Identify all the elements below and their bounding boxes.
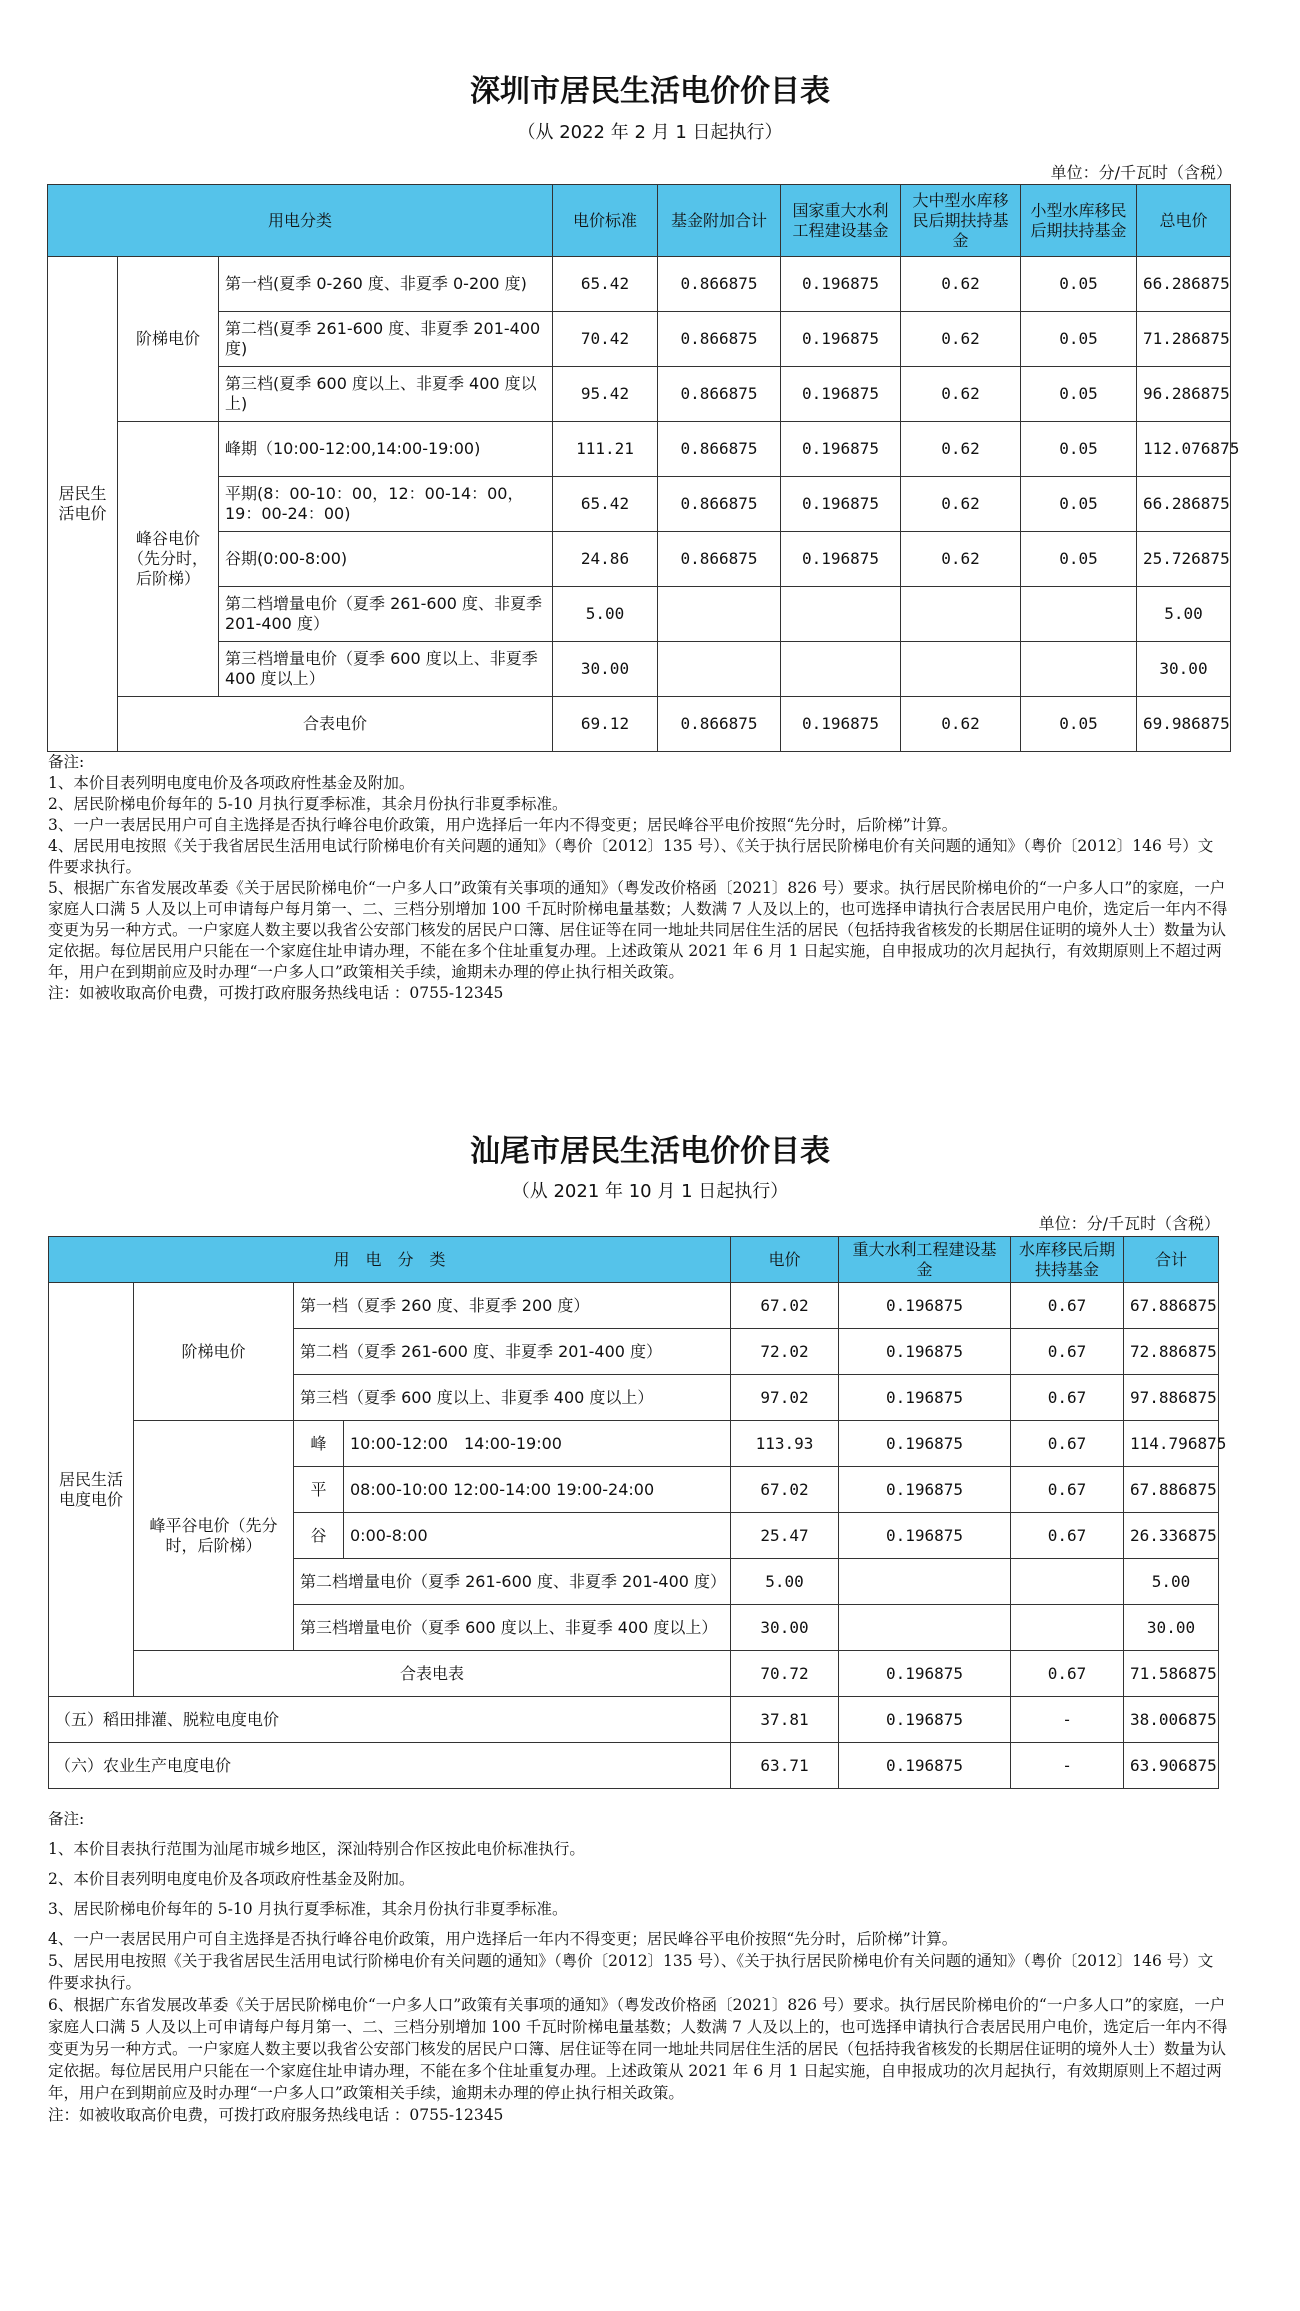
sw-cell-total: 5.00 [1124,1559,1219,1605]
sz-cell-water: 0.196875 [781,312,901,367]
sw-note: 6、根据广东省发展改革委《关于居民阶梯电价“一户多人口”政策有关事项的通知》（粤发改价格函〔2021〕826 号）要求。执行居民阶梯电价的“一户多人口”的家庭，一户家庭人口满 5 人及以上可申请每户每月第一、二、三档分别增加 100 千瓦时阶梯电量基数；人数满 7 人及以上的，也可选择申请执行合表居民用户电价，选定后一年内不得变更为另一种方式。一户家庭人数主要以我省公安部门核发的居民户口簿、居住证等在同一地址共同居住生活的居民（包括持我省核发的长期居住证明的境外人士）数量为认定依据。每位居民用户只能在一个家庭住址申请办理，不能在多个住址重复办理。上述政策从 2021 年 6 月 1 日起实施，自申报成功的次月起执行，有效期原则上不超过两年，用户在到期前应及时办理“一户多人口”政策相关手续，逾期未办理的停止执行相关政策。 [48,1996,1228,2102]
sz-cell-large: 0.62 [901,312,1021,367]
sz-cell-fund: 0.866875 [658,367,781,422]
sz-note: 注：如被收取高价电费，可拨打政府服务热线电话 ：0755-12345 [48,984,504,1002]
sw-cell-water: 0.196875 [839,1421,1011,1467]
sz-cell-water [781,587,901,642]
sw-note: 2、本价目表列明电度电价及各项政府性基金及附加。 [48,1870,415,1888]
sz-price-table [47,184,1240,752]
sz-cell-fund: 0.866875 [658,312,781,367]
sz-sub-tou: 峰谷电价（先分时，后阶梯） [118,422,219,697]
sw-notes [48,1808,1228,2126]
sz-row-name: 峰期（10:00-12:00,14:00-19:00) [219,422,553,477]
sw-cell-total: 38.006875 [1124,1697,1219,1743]
sw-cell-water: 0.196875 [839,1513,1011,1559]
sz-cell-fund [658,642,781,697]
sw-cell-price: 70.72 [731,1651,839,1697]
sz-cell-price: 70.42 [553,312,658,367]
sw-cell-water: 0.196875 [839,1697,1011,1743]
sw-note: 注：如被收取高价电费，可拨打政府服务热线电话 ：0755-12345 [48,2106,504,2124]
sz-cell-small: 0.05 [1021,257,1137,312]
sw-cell-price: 5.00 [731,1559,839,1605]
sw-cell-water: 0.196875 [839,1329,1011,1375]
sw-meter-row [49,1651,1219,1697]
sz-cell-large: 0.62 [901,422,1021,477]
sw-col-water: 重大水利工程建设基金 [839,1237,1011,1283]
sw-note: 4、一户一表居民用户可自主选择是否执行峰谷电价政策，用户选择后一年内不得变更；居民峰谷平电价按照“先分时，后阶梯”计算。 [48,1930,958,1948]
sw-note: 备注: [48,1810,85,1828]
sw-cell-reservoir: 0.67 [1011,1329,1124,1375]
sw-header-row [49,1237,1219,1283]
sz-cell-large: 0.62 [901,697,1021,752]
sz-cell-water: 0.196875 [781,477,901,532]
sz-cell-total: 69.986875 [1137,697,1231,752]
sz-cell-small [1021,587,1137,642]
sz-cell-water: 0.196875 [781,257,901,312]
sz-cell-price: 5.00 [553,587,658,642]
sw-col-reservoir: 水库移民后期扶持基金 [1011,1237,1124,1283]
sw-note: 5、居民用电按照《关于我省居民生活用电试行阶梯电价有关问题的通知》（粤价〔2012〕135 号）、《关于执行居民阶梯电价有关问题的通知》（粤价〔2012〕146 号）文件要求执行。 [48,1952,1214,1992]
sw-cell-water: 0.196875 [839,1743,1011,1789]
sw-cell-total: 67.886875 [1124,1283,1219,1329]
sw-cell-reservoir [1011,1559,1124,1605]
sz-cell-total: 71.286875 [1137,312,1231,367]
sw-group-label: 居民生活电度电价 [49,1283,134,1697]
sz-group-label: 居民生活电价 [48,257,118,752]
sw-cell-price: 67.02 [731,1467,839,1513]
sw-tou-time: 10:00-12:00 14:00-19:00 [344,1421,731,1467]
sz-cell-total: 96.286875 [1137,367,1231,422]
sw-cell-total: 63.906875 [1124,1743,1219,1789]
sz-cell-total: 66.286875 [1137,257,1231,312]
sw-cell-reservoir: 0.67 [1011,1513,1124,1559]
sz-cell-total: 112.076875 [1137,422,1231,477]
sz-cell-price: 65.42 [553,257,658,312]
sw-cell-price: 72.02 [731,1329,839,1375]
sw-cell-reservoir: 0.67 [1011,1421,1124,1467]
sw-cell-price: 67.02 [731,1283,839,1329]
sw-unit: 单位：分/千瓦时（含税） [1038,1214,1220,1233]
sw-cell-water [839,1605,1011,1651]
sz-row-7 [48,642,1231,697]
sz-row-6 [48,587,1231,642]
sz-col-category: 用电分类 [48,185,553,257]
sw-cell-water: 0.196875 [839,1283,1011,1329]
sw-ladder-name: 第二档（夏季 261-600 度、非夏季 201-400 度） [294,1329,731,1375]
sw-cell-total: 30.00 [1124,1605,1219,1651]
sw-cell-water [839,1559,1011,1605]
sz-row-2 [48,367,1231,422]
sw-agri-name: （六）农业生产电度电价 [49,1743,731,1789]
sz-cell-total: 5.00 [1137,587,1231,642]
sz-col-price: 电价标准 [553,185,658,257]
sw-subtitle: （从 2021 年 10 月 1 日起执行） [511,1181,789,1202]
sz-row-name: 第二档(夏季 261-600 度、非夏季 201-400 度) [219,312,553,367]
sz-subtitle: （从 2022 年 2 月 1 日起执行） [517,122,783,143]
sw-cell-price: 30.00 [731,1605,839,1651]
sw-ladder-name: 第三档（夏季 600 度以上、非夏季 400 度以上） [294,1375,731,1421]
sz-row-name: 平期(8：00-10：00，12：00-14：00，19：00-24：00) [219,477,553,532]
sz-cell-price: 111.21 [553,422,658,477]
sz-row-name: 第二档增量电价（夏季 261-600 度、非夏季 201-400 度） [219,587,553,642]
sw-cell-total: 114.796875 [1124,1421,1219,1467]
sw-cell-price: 25.47 [731,1513,839,1559]
sz-row-4 [48,477,1231,532]
sz-cell-small: 0.05 [1021,367,1137,422]
sw-cell-reservoir: 0.67 [1011,1283,1124,1329]
sw-cell-price: 113.93 [731,1421,839,1467]
sw-col-total: 合计 [1124,1237,1219,1283]
sw-cell-total: 71.586875 [1124,1651,1219,1697]
sw-paddy-name: （五）稻田排灌、脱粒电度电价 [49,1697,731,1743]
sw-cell-total: 97.886875 [1124,1375,1219,1421]
sz-col-water: 国家重大水利工程建设基金 [781,185,901,257]
sw-tou-label: 谷 [294,1513,344,1559]
sz-cell-fund: 0.866875 [658,422,781,477]
sz-row-0 [48,257,1231,312]
sz-cell-total: 30.00 [1137,642,1231,697]
sw-sub-ladder: 阶梯电价 [134,1283,294,1421]
sz-cell-water: 0.196875 [781,422,901,477]
sw-cell-reservoir: - [1011,1743,1124,1789]
sw-cell-price: 63.71 [731,1743,839,1789]
sw-note: 3、居民阶梯电价每年的 5-10 月执行夏季标准，其余月份执行非夏季标准。 [48,1900,568,1918]
sw-cell-total: 72.886875 [1124,1329,1219,1375]
sz-col-total: 总电价 [1137,185,1231,257]
sz-meter-name: 合表电价 [118,697,553,752]
sz-col-fund: 基金附加合计 [658,185,781,257]
sw-cell-reservoir: - [1011,1697,1124,1743]
sw-cell-total: 26.336875 [1124,1513,1219,1559]
sz-col-small: 小型水库移民后期扶持基金 [1021,185,1137,257]
sz-cell-fund [658,587,781,642]
sw-tou-label: 平 [294,1467,344,1513]
sw-cell-reservoir: 0.67 [1011,1467,1124,1513]
sz-note: 5、根据广东省发展改革委《关于居民阶梯电价“一户多人口”政策有关事项的通知》（粤发改价格函〔2021〕826 号）要求。执行居民阶梯电价的“一户多人口”的家庭，一户家庭人口满 5 人及以上可申请每户每月第一、二、三档分别增加 100 千瓦时阶梯电量基数；人数满 7 人及以上的，也可选择申请执行合表居民用户电价，选定后一年内不得变更为另一种方式。一户家庭人数主要以我省公安部门核发的居民户口簿、居住证等在同一地址共同居住生活的居民（包括持我省核发的长期居住证明的境外人士）数量为认定依据。每位居民用户只能在一个家庭住址申请办理，不能在多个住址重复办理。上述政策从 2021 年 6 月 1 日起实施，自申报成功的次月起执行，有效期原则上不超过两年，用户在到期前应及时办理“一户多人口”政策相关手续，逾期未办理的停止执行相关政策。 [48,879,1228,981]
sz-cell-large: 0.62 [901,477,1021,532]
sz-row-3 [48,422,1231,477]
sw-title: 汕尾市居民生活电价价目表 [470,1134,830,1169]
sw-cell-reservoir: 0.67 [1011,1375,1124,1421]
sw-agri-row [49,1743,1219,1789]
sw-tou-label: 峰 [294,1421,344,1467]
sz-cell-small: 0.05 [1021,312,1137,367]
sw-incr-name: 第二档增量电价（夏季 261-600 度、非夏季 201-400 度） [294,1559,731,1605]
sw-meter-name: 合表电表 [134,1651,731,1697]
sz-cell-fund: 0.866875 [658,477,781,532]
sw-cell-price: 97.02 [731,1375,839,1421]
sz-cell-large [901,642,1021,697]
sz-cell-price: 65.42 [553,477,658,532]
sw-cell-water: 0.196875 [839,1467,1011,1513]
sz-row-1 [48,312,1231,367]
sz-row-meter [48,697,1231,752]
sz-cell-water: 0.196875 [781,697,901,752]
sz-title: 深圳市居民生活电价价目表 [470,74,830,109]
sz-notes [48,752,1228,1004]
sz-cell-large: 0.62 [901,367,1021,422]
sz-cell-small: 0.05 [1021,422,1137,477]
sz-cell-fund: 0.866875 [658,257,781,312]
sz-header-row [48,185,1231,257]
sz-cell-total: 66.286875 [1137,477,1231,532]
sz-cell-small: 0.05 [1021,477,1137,532]
sz-note: 4、居民用电按照《关于我省居民生活用电试行阶梯电价有关问题的通知》（粤价〔2012〕135 号）、《关于执行居民阶梯电价有关问题的通知》（粤价〔2012〕146 号）文件要求执行。 [48,837,1214,876]
sz-cell-price: 30.00 [553,642,658,697]
sz-cell-price: 95.42 [553,367,658,422]
sz-sub-ladder: 阶梯电价 [118,257,219,422]
sz-cell-price: 69.12 [553,697,658,752]
sz-row-name: 第三档(夏季 600 度以上、非夏季 400 度以上) [219,367,553,422]
sw-price-table [48,1236,1227,1789]
sz-cell-water: 0.196875 [781,367,901,422]
sw-cell-reservoir [1011,1605,1124,1651]
sw-cell-water: 0.196875 [839,1375,1011,1421]
sz-cell-fund: 0.866875 [658,697,781,752]
sz-note: 3、一户一表居民用户可自主选择是否执行峰谷电价政策，用户选择后一年内不得变更；居民峰谷平电价按照“先分时，后阶梯”计算。 [48,816,958,834]
sz-cell-water: 0.196875 [781,532,901,587]
sz-cell-small: 0.05 [1021,697,1137,752]
sw-col-price: 电价 [731,1237,839,1283]
sz-row-name: 谷期(0:00-8:00) [219,532,553,587]
sz-col-large: 大中型水库移民后期扶持基金 [901,185,1021,257]
sw-ladder-row [49,1283,1219,1329]
sw-ladder-name: 第一档（夏季 260 度、非夏季 200 度） [294,1283,731,1329]
sw-cell-total: 67.886875 [1124,1467,1219,1513]
sz-cell-total: 25.726875 [1137,532,1231,587]
sz-note: 2、居民阶梯电价每年的 5-10 月执行夏季标准，其余月份执行非夏季标准。 [48,795,568,813]
sz-cell-large: 0.62 [901,532,1021,587]
sz-cell-small: 0.05 [1021,532,1137,587]
sw-tou-time: 08:00-10:00 12:00-14:00 19:00-24:00 [344,1467,731,1513]
sz-note: 备注: [48,753,85,771]
sz-cell-large: 0.62 [901,257,1021,312]
sw-paddy-row [49,1697,1219,1743]
sz-cell-price: 24.86 [553,532,658,587]
sz-cell-water [781,642,901,697]
sw-tou-time: 0:00-8:00 [344,1513,731,1559]
sw-note: 1、本价目表执行范围为汕尾市城乡地区，深汕特别合作区按此电价标准执行。 [48,1840,585,1858]
sz-row-5 [48,532,1231,587]
sz-note: 1、本价目表列明电度电价及各项政府性基金及附加。 [48,774,415,792]
sz-row-name: 第三档增量电价（夏季 600 度以上、非夏季 400 度以上） [219,642,553,697]
sw-cell-price: 37.81 [731,1697,839,1743]
sz-cell-large [901,587,1021,642]
sw-sub-tou: 峰平谷电价（先分时，后阶梯） [134,1421,294,1651]
sw-cell-reservoir: 0.67 [1011,1651,1124,1697]
sw-col-category: 用 电 分 类 [49,1237,731,1283]
sw-cell-water: 0.196875 [839,1651,1011,1697]
sw-incr-name: 第三档增量电价（夏季 600 度以上、非夏季 400 度以上） [294,1605,731,1651]
sz-unit: 单位：分/千瓦时（含税） [1050,163,1232,182]
sz-row-name: 第一档(夏季 0-260 度、非夏季 0-200 度) [219,257,553,312]
sz-cell-fund: 0.866875 [658,532,781,587]
sw-tou-row [49,1421,1219,1467]
sz-cell-small [1021,642,1137,697]
